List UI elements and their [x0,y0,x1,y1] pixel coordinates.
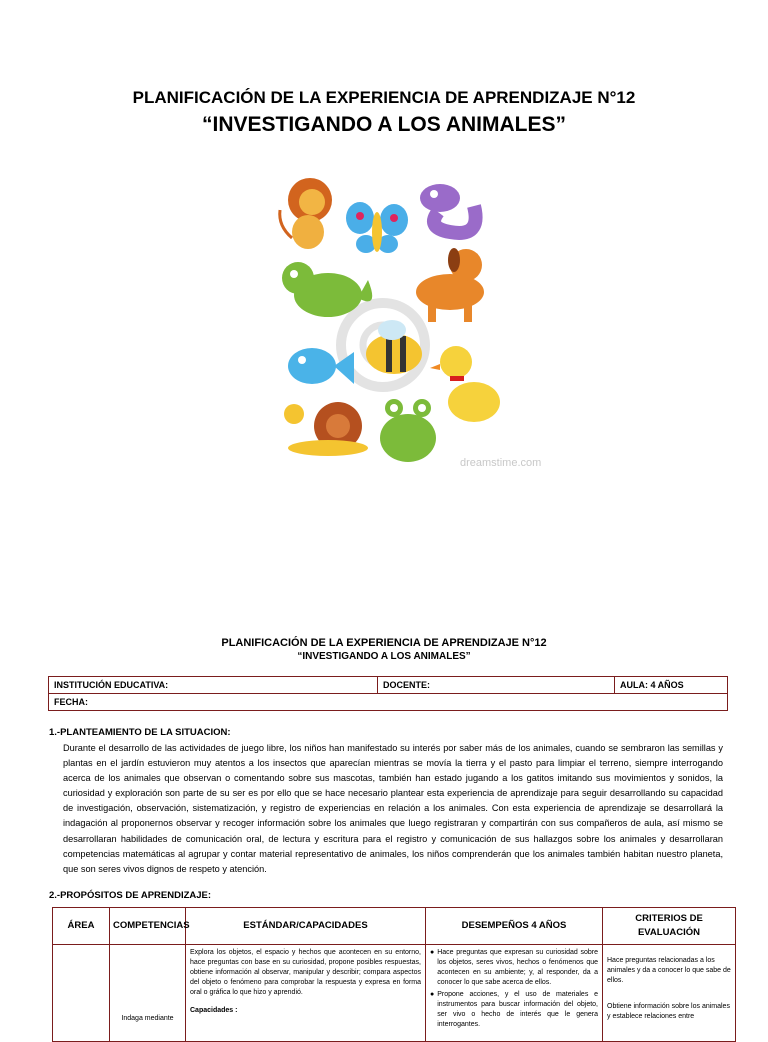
watermark: dreamstime.com [460,457,542,469]
propositos-table [52,907,736,1042]
competencia-text: Indaga mediante [121,1015,174,1022]
criterio-item: Hace preguntas relacionadas a los animales y da a conocer lo que sabe de ellos. [607,957,731,984]
info-table [48,676,728,711]
criterio-item: Obtiene información sobre los animales y establece relaciones entre [607,1003,730,1020]
area-cell [53,945,110,1042]
col-estandar: ESTÁNDAR/CAPACIDADES [186,908,426,945]
institucion-cell: INSTITUCIÓN EDUCATIVA: [49,677,378,694]
duck-icon [430,346,500,422]
frog-icon [380,399,436,462]
snail-icon [284,402,368,456]
desempenos-cell [426,945,603,1042]
lion-icon [280,178,332,249]
dog-icon [416,248,484,322]
desempeno-item: ● Hace preguntas que expresan su curiosidad sobre los objetos, seres vivos, hechos o fenómenos que acontecen en su ambiente; y, al responder, da a conocer lo que sabe acerca de ellos. [430,949,598,986]
col-desempenos: DESEMPEÑOS 4 AÑOS [426,908,603,945]
competencia-cell [110,945,186,1042]
section-subtitle: “INVESTIGANDO A LOS ANIMALES” [297,651,471,662]
docente-cell: DOCENTE: [378,677,615,694]
page-subtitle: “INVESTIGANDO A LOS ANIMALES” [201,113,566,136]
table-header-row [53,908,736,945]
section-title: PLANIFICACIÓN DE LA EXPERIENCIA DE APRENDIZAJE N°12 [221,637,547,649]
planteamiento-text: Durante el desarrollo de las actividades de juego libre, los niños han manifestado su interés por saber más de los animales, cuando se sembraron las semillas y plantas en el jardín estuvieron muy atentos a los insectos que aparecían mientras se movía la tierra y el pasto para limpiar el terreno, siempre interrogando acerca de los animales que observan o comentando sobre sus mascotas, también han estado jugando a los gatitos imitando sus movimientos y sonidos, la curiosidad y exploración son parte de su ser es por ello que se hace necesario plantear esta experiencia de aprendizaje para seguir desarrollando su capacidad de investigación, observación, sistematización, y registro de experiencias en relación a los animales. Con esta experiencia de aprendizaje se desarrollará la indagación al proponernos observar y recoger información sobre los animales que luego registraran y compartirán con sus compañeros de aula, así mismo se desarrollaran habilidades de comunicación oral, de lectura y escritura para el registro y comunicación de sus hallazgos sobre los animales y desarrollaran competencias matemáticas al agrupar y contar material representativo de animales, los niños comprenderán que los animales también habitan nuestro planeta, que son seres vivos dignos de respeto y atención. [63,743,723,874]
propositos-heading: 2.-PROPÓSITOS DE APRENDIZAJE: [49,890,212,901]
criterios-cell [603,945,736,1042]
page-title: PLANIFICACIÓN DE LA EXPERIENCIA DE APRENDIZAJE N°12 [132,88,636,107]
capacidades-label: Capacidades : [190,1007,238,1014]
col-competencias: COMPETENCIAS [110,908,186,945]
aula-cell: AULA: 4 AÑOS [615,677,728,694]
desempeno-item: ● Propone acciones, y el uso de materiales e instrumentos para buscar información del objeto, ser vivo o hecho de interés que le genera interrogantes. [430,991,598,1028]
fecha-cell: FECHA: [49,694,728,711]
col-area: ÁREA [53,908,110,945]
col-criterios: CRITERIOS DE EVALUACIÓN [603,908,736,945]
estandar-cell [186,945,426,1042]
planteamiento-heading: 1.-PLANTEAMIENTO DE LA SITUACION: [49,727,231,738]
butterfly-icon [346,202,408,253]
animals-illustration [268,170,542,470]
estandar-text: Explora los objetos, el espacio y hechos que acontecen en su entorno, hace preguntas con base en su curiosidad, propone posibles respuestas, obtiene información al observar, manipular y describir; compara aspectos del objeto o fenómeno para comprobar la respuesta y expresa en forma oral o gráfica lo que hizo y aprendió. [190,949,421,996]
snake-icon [420,184,476,233]
table-row [53,945,736,1042]
